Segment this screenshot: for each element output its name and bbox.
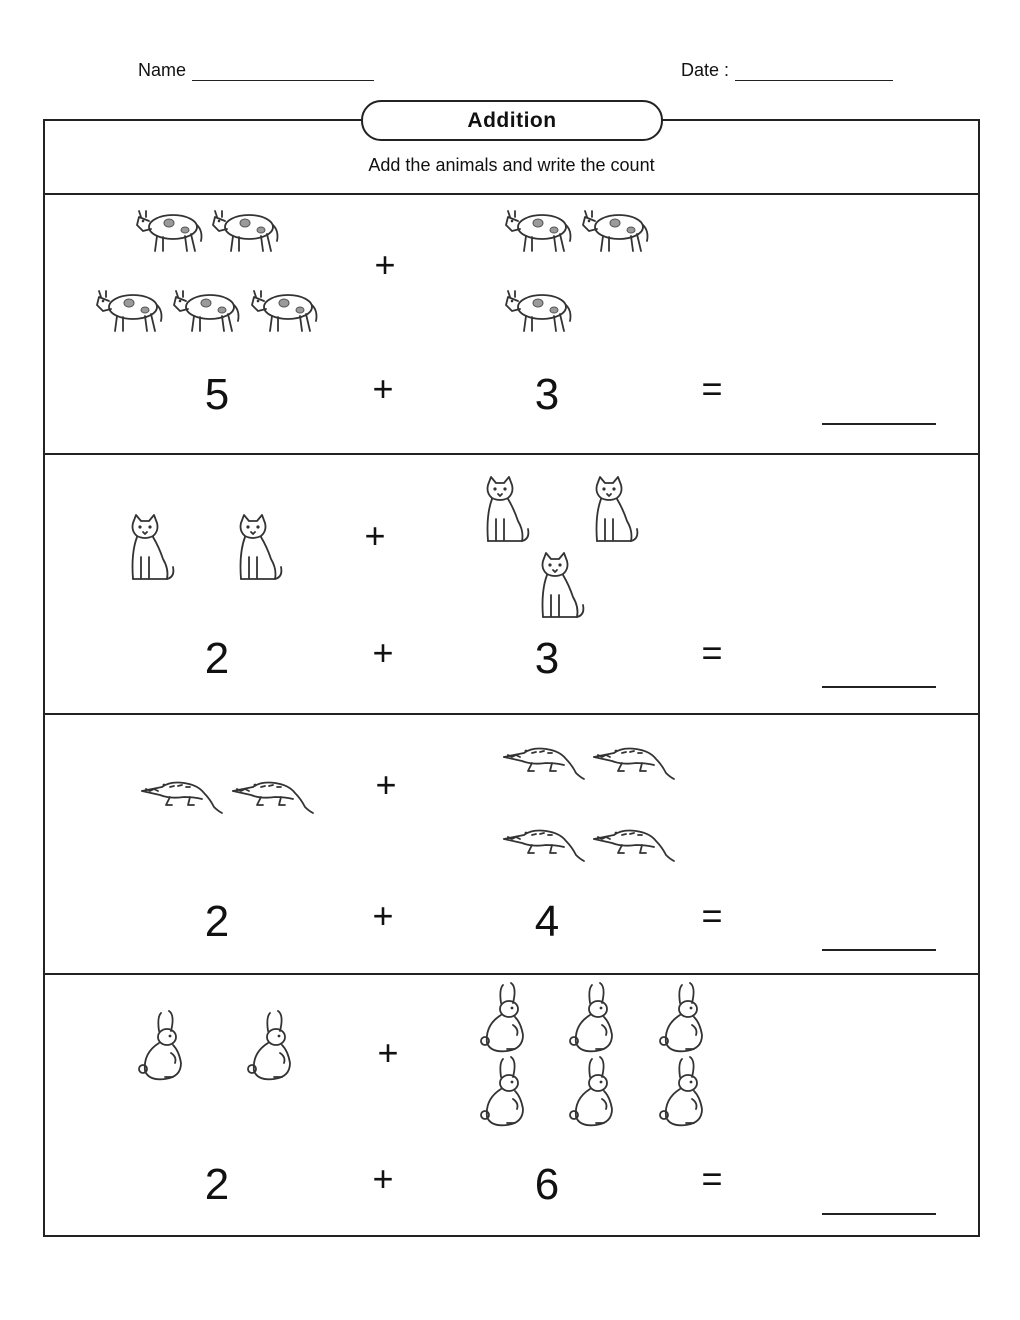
cow-icon (211, 205, 283, 255)
date-label: Date : (681, 60, 730, 80)
date-field (681, 60, 893, 81)
rabbit-icon (477, 981, 537, 1055)
rabbit-icon (135, 1009, 195, 1083)
rabbit-icon (244, 1009, 304, 1083)
cow-icon (504, 285, 576, 335)
answer-blank[interactable] (822, 1213, 936, 1215)
plus-sign: + (372, 368, 394, 409)
problem-row-2 (43, 455, 980, 715)
second-addend: 3 (534, 634, 560, 683)
answer-blank[interactable] (822, 686, 936, 688)
cow-icon (250, 285, 322, 335)
cow-icon (172, 285, 244, 335)
crocodile-icon (502, 735, 588, 781)
second-addend: 4 (534, 897, 560, 946)
crocodile-icon (140, 769, 226, 815)
name-blank-line[interactable] (192, 63, 374, 81)
worksheet-title: Addition (361, 100, 663, 141)
picture-plus-sign: + (364, 515, 386, 556)
rabbit-icon (566, 1055, 626, 1129)
cow-icon (504, 205, 576, 255)
problem-row-3 (43, 715, 980, 975)
name-field (138, 60, 374, 81)
picture-plus-sign: + (374, 244, 396, 285)
cat-icon (127, 513, 177, 583)
answer-blank[interactable] (822, 423, 936, 425)
cat-icon (235, 513, 285, 583)
first-addend: 2 (204, 1160, 230, 1209)
cow-icon (135, 205, 207, 255)
plus-sign: + (372, 1158, 394, 1199)
crocodile-icon (592, 735, 678, 781)
equals-sign: = (701, 632, 723, 673)
equals-sign: = (701, 895, 723, 936)
problem-row-1 (43, 195, 980, 455)
cat-icon (537, 551, 587, 621)
instruction-text: Add the animals and write the count (368, 155, 655, 175)
crocodile-icon (502, 817, 588, 863)
cow-icon (581, 205, 653, 255)
cat-icon (482, 475, 532, 545)
rabbit-icon (566, 981, 626, 1055)
rabbit-icon (656, 981, 716, 1055)
problem-row-4 (43, 975, 980, 1235)
plus-sign: + (372, 632, 394, 673)
crocodile-icon (592, 817, 678, 863)
first-addend: 2 (204, 634, 230, 683)
date-blank-line[interactable] (735, 63, 893, 81)
picture-plus-sign: + (375, 764, 397, 805)
second-addend: 3 (534, 370, 560, 419)
equals-sign: = (701, 368, 723, 409)
crocodile-icon (231, 769, 317, 815)
picture-plus-sign: + (377, 1032, 399, 1073)
cat-icon (591, 475, 641, 545)
name-label: Name (138, 60, 187, 80)
second-addend: 6 (534, 1160, 560, 1209)
equals-sign: = (701, 1158, 723, 1199)
answer-blank[interactable] (822, 949, 936, 951)
cow-icon (95, 285, 167, 335)
rabbit-icon (656, 1055, 716, 1129)
plus-sign: + (372, 895, 394, 936)
rabbit-icon (477, 1055, 537, 1129)
first-addend: 2 (204, 897, 230, 946)
first-addend: 5 (204, 370, 230, 419)
